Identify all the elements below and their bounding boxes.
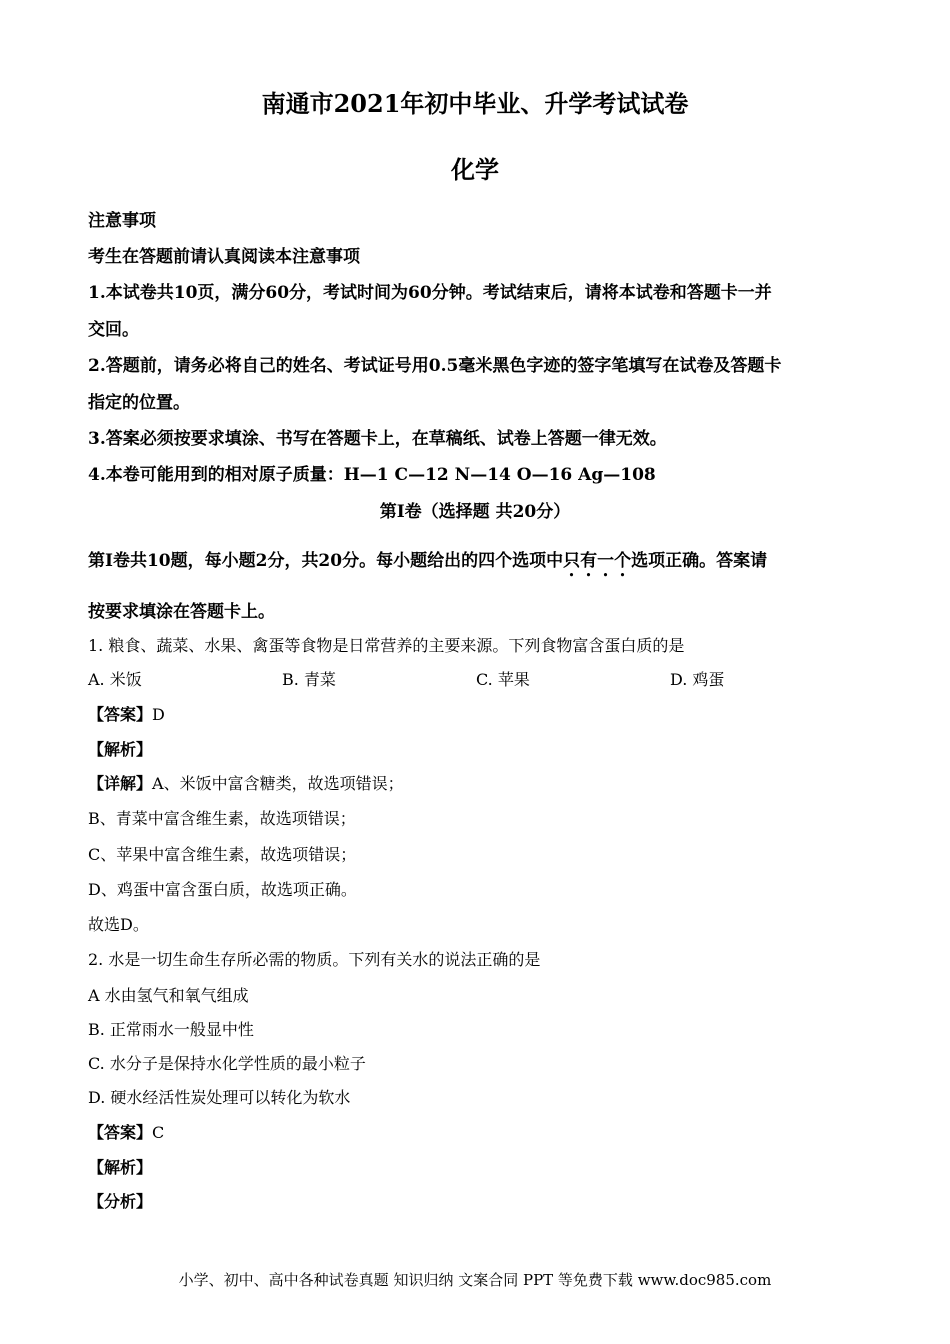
- q1-detail-a: [88, 771, 404, 794]
- section-desc-emphasis: 只有一个: [563, 551, 632, 571]
- q2-option-b: B. 正常雨水一般显中性: [88, 1020, 254, 1039]
- notice-item-2a: 2.答题前，请务必将自己的姓名、考试证号用0.5毫米黑色字迹的签字笔填写在试卷及答题卡: [88, 356, 782, 376]
- notice-item-3: 3.答案必须按要求填涂、书写在答题卡上，在草稿纸、试卷上答题一律无效。: [88, 429, 667, 449]
- q2-analysis-tag: 【解析】: [88, 1158, 153, 1177]
- q1-detail-b: B、青菜中富含维生素，故选项错误；: [88, 809, 356, 828]
- section-desc-part1: 第Ⅰ卷共10题，每小题2分，共20分。每小题给出的四个选项中: [88, 551, 564, 571]
- notice-item-1a: 1.本试卷共10页，满分60分，考试时间为60分钟。考试结束后，请将本试卷和答题卡一并: [88, 283, 772, 303]
- section-heading: 第Ⅰ卷（选择题 共20分）: [379, 502, 571, 522]
- q1-answer-tag: 【答案】: [88, 705, 153, 724]
- q1-answer: [88, 702, 165, 725]
- q1-conclusion: 故选D。: [88, 915, 149, 934]
- q2-answer-tag: 【答案】: [88, 1123, 153, 1142]
- q2-answer-value: C: [152, 1123, 165, 1142]
- q1-detail-tag: 【详解】: [88, 774, 153, 793]
- q1-detail-a-text: A、米饭中富含糖类，故选项错误；: [152, 774, 404, 793]
- q1-option-a: A. 米饭: [88, 670, 142, 689]
- q1-analysis-tag: 【解析】: [88, 740, 153, 759]
- footer-text: 小学、初中、高中各种试卷真题 知识归纳 文案合同 PPT 等免费下载 www.doc985.com: [178, 1271, 772, 1289]
- q2-analysis2-tag: 【分析】: [88, 1192, 153, 1211]
- notice-item-1b: 交回。: [88, 320, 139, 340]
- section-description-line2: 按要求填涂在答题卡上。: [88, 602, 275, 622]
- q2-stem: 2. 水是一切生命生存所必需的物质。下列有关水的说法正确的是: [88, 950, 541, 969]
- q2-option-c: C. 水分子是保持水化学性质的最小粒子: [88, 1054, 366, 1073]
- subject-title: 化学: [451, 155, 499, 184]
- q1-option-c: C. 苹果: [476, 670, 530, 689]
- notice-intro: 考生在答题前请认真阅读本注意事项: [88, 247, 360, 267]
- q1-stem: 1. 粮食、蔬菜、水果、禽蛋等食物是日常营养的主要来源。下列食物富含蛋白质的是: [88, 636, 685, 655]
- q1-answer-value: D: [152, 705, 165, 724]
- q1-detail-d: D、鸡蛋中富含蛋白质，故选项正确。: [88, 880, 357, 899]
- q1-detail-c: C、苹果中富含维生素，故选项错误；: [88, 845, 357, 864]
- notice-heading: 注意事项: [88, 211, 156, 231]
- q1-option-b: B. 青菜: [282, 670, 336, 689]
- q2-option-a: A 水由氢气和氧气组成: [88, 986, 249, 1005]
- q2-answer: [88, 1120, 164, 1143]
- section-description: [88, 546, 767, 581]
- q2-option-d: D. 硬水经活性炭处理可以转化为软水: [88, 1088, 351, 1107]
- exam-title: 南通市2021年初中毕业、升学考试试卷: [261, 89, 689, 118]
- section-desc-part2: 选项正确。答案请: [631, 551, 768, 571]
- q1-option-d: D. 鸡蛋: [670, 670, 725, 689]
- notice-item-4: 4.本卷可能用到的相对原子质量：H—1 C—12 N—14 O—16 Ag—108: [88, 465, 656, 485]
- notice-item-2b: 指定的位置。: [88, 393, 190, 413]
